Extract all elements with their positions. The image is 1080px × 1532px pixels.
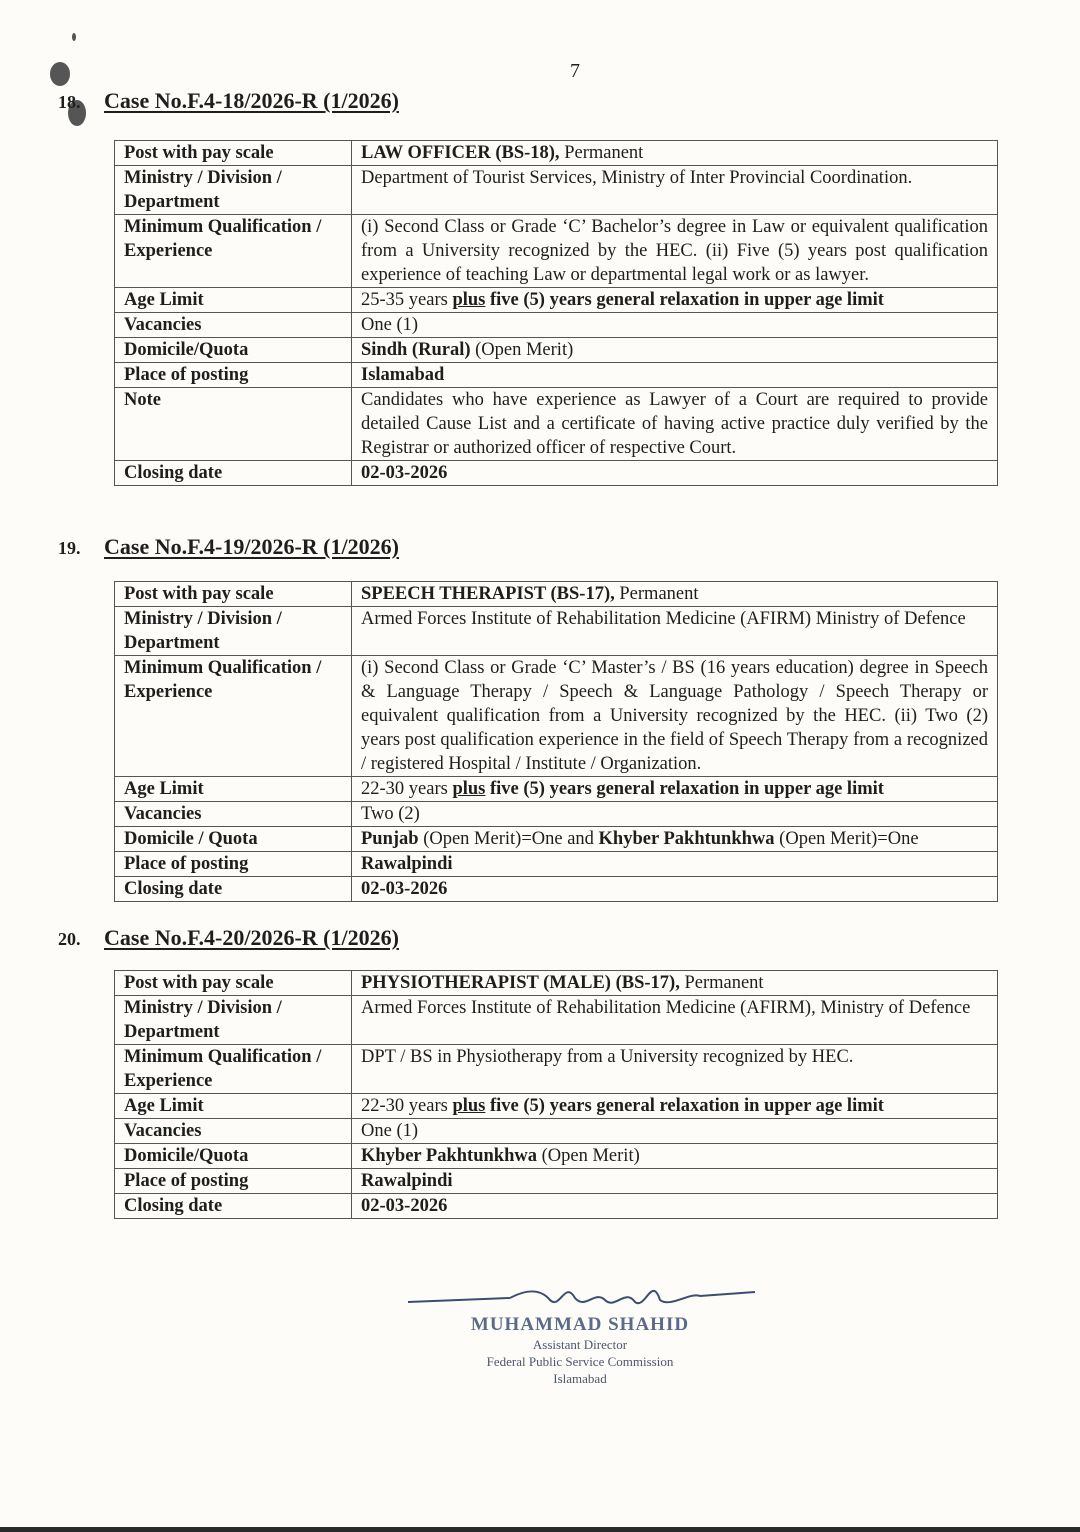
case-title: Case No.F.4-20/2026-R (1/2026) xyxy=(104,925,399,950)
signatory-organization: Federal Public Service Commission xyxy=(486,1354,674,1369)
table-row xyxy=(115,1094,998,1119)
value-text: LAW OFFICER (BS-18), xyxy=(361,143,560,163)
table-row xyxy=(115,388,998,461)
value-text: Department of Tourist Services, Ministry of Inter Provincial Coordination. xyxy=(361,168,913,188)
row-label: Domicile/Quota xyxy=(115,1144,352,1169)
table-row xyxy=(115,1119,998,1144)
value-text: Permanent xyxy=(614,584,699,604)
row-label: Closing date xyxy=(115,1194,352,1219)
row-value xyxy=(352,877,998,902)
row-label: Domicile / Quota xyxy=(115,827,352,852)
signatory-city: Islamabad xyxy=(553,1371,607,1386)
row-label: Age Limit xyxy=(115,777,352,802)
value-text: Two (2) xyxy=(361,804,420,824)
row-label: Domicile/Quota xyxy=(115,338,352,363)
row-value xyxy=(352,1094,998,1119)
value-text: Permanent xyxy=(679,973,764,993)
table-row xyxy=(115,1169,998,1194)
case-heading xyxy=(58,88,399,114)
value-text: (Open Merit) xyxy=(537,1146,640,1166)
row-value xyxy=(352,1119,998,1144)
row-label: Age Limit xyxy=(115,288,352,313)
table-row xyxy=(115,1194,998,1219)
row-label: Note xyxy=(115,388,352,461)
table-row xyxy=(115,827,998,852)
table-row xyxy=(115,141,998,166)
row-value xyxy=(352,388,998,461)
row-value xyxy=(352,338,998,363)
case-title: Case No.F.4-18/2026-R (1/2026) xyxy=(104,88,399,113)
case-number: 19. xyxy=(58,538,81,558)
value-text: One (1) xyxy=(361,315,419,335)
table-row xyxy=(115,215,998,288)
row-label: Vacancies xyxy=(115,313,352,338)
row-label: Ministry / Division / Department xyxy=(115,166,352,215)
row-value xyxy=(352,1169,998,1194)
table-row xyxy=(115,996,998,1045)
value-text: One (1) xyxy=(361,1121,419,1141)
row-value xyxy=(352,461,998,486)
value-text: Islamabad xyxy=(361,365,445,385)
row-value xyxy=(352,363,998,388)
row-value xyxy=(352,1045,998,1094)
signature-block xyxy=(380,1270,780,1387)
row-label: Post with pay scale xyxy=(115,971,352,996)
row-value xyxy=(352,607,998,656)
value-text: PHYSIOTHERAPIST (MALE) (BS-17), xyxy=(361,973,680,993)
value-text: 02-03-2026 xyxy=(361,1196,448,1216)
table-row xyxy=(115,607,998,656)
row-label: Place of posting xyxy=(115,852,352,877)
row-label: Minimum Qualification / Experience xyxy=(115,656,352,777)
row-value xyxy=(352,215,998,288)
table-row xyxy=(115,852,998,877)
table-row xyxy=(115,877,998,902)
row-value xyxy=(352,288,998,313)
value-text: 22-30 years xyxy=(361,779,453,799)
row-label: Ministry / Division / Department xyxy=(115,996,352,1045)
row-value xyxy=(352,1194,998,1219)
table-row xyxy=(115,971,998,996)
case-table xyxy=(114,140,998,486)
row-label: Closing date xyxy=(115,461,352,486)
ink-smudge xyxy=(50,62,70,86)
value-text: 22-30 years xyxy=(361,1096,453,1116)
row-value xyxy=(352,656,998,777)
value-text: (i) Second Class or Grade ‘C’ Bachelor’s degree in Law or equivalent qualification from a University recognized by the HEC. (ii) Five (5) years post qualification experience of teaching Law or departmental legal work or as lawyer. xyxy=(361,217,988,285)
row-value xyxy=(352,1144,998,1169)
case-number: 20. xyxy=(58,929,81,949)
scan-edge xyxy=(0,1527,1080,1532)
row-value xyxy=(352,166,998,215)
value-text: Rawalpindi xyxy=(361,1171,453,1191)
row-value xyxy=(352,802,998,827)
table-row xyxy=(115,313,998,338)
row-label: Vacancies xyxy=(115,1119,352,1144)
row-label: Minimum Qualification / Experience xyxy=(115,1045,352,1094)
value-text: Punjab xyxy=(361,829,419,849)
value-text: Armed Forces Institute of Rehabilitation Medicine (AFIRM) Ministry of Defence xyxy=(361,609,966,629)
row-label: Age Limit xyxy=(115,1094,352,1119)
table-row xyxy=(115,656,998,777)
value-text: Candidates who have experience as Lawyer of a Court are required to provide detailed Cause List and a certificate of having active practice duly verified by the Registrar or authorized officer of respective Court. xyxy=(361,390,988,458)
row-value xyxy=(352,827,998,852)
case-table xyxy=(114,970,998,1219)
row-value xyxy=(352,313,998,338)
value-text: Armed Forces Institute of Rehabilitation Medicine (AFIRM), Ministry of Defence xyxy=(361,998,971,1018)
row-label: Vacancies xyxy=(115,802,352,827)
value-text: Permanent xyxy=(559,143,644,163)
case-heading xyxy=(58,534,399,560)
value-text: (Open Merit)=One xyxy=(774,829,919,849)
table-row xyxy=(115,1045,998,1094)
row-value xyxy=(352,971,998,996)
row-value xyxy=(352,582,998,607)
row-label: Place of posting xyxy=(115,1169,352,1194)
value-text: SPEECH THERAPIST (BS-17), xyxy=(361,584,615,604)
signature-scribble-icon xyxy=(390,1270,770,1320)
row-value xyxy=(352,777,998,802)
table-row xyxy=(115,777,998,802)
row-label: Post with pay scale xyxy=(115,582,352,607)
case-table xyxy=(114,581,998,902)
ink-smudge xyxy=(72,33,76,41)
case-heading xyxy=(58,925,399,951)
row-label: Closing date xyxy=(115,877,352,902)
row-label: Post with pay scale xyxy=(115,141,352,166)
value-text: (Open Merit) xyxy=(470,340,574,360)
row-value xyxy=(352,141,998,166)
case-title: Case No.F.4-19/2026-R (1/2026) xyxy=(104,534,399,559)
page-number: 7 xyxy=(570,60,580,82)
value-text: five (5) years general relaxation in upper age limit xyxy=(485,290,884,310)
signatory-name: MUHAMMAD SHAHID xyxy=(470,1314,690,1335)
value-text: DPT / BS in Physiotherapy from a University recognized by HEC. xyxy=(361,1047,854,1067)
value-text: 02-03-2026 xyxy=(361,879,448,899)
table-row xyxy=(115,582,998,607)
table-row xyxy=(115,166,998,215)
value-text: (i) Second Class or Grade ‘C’ Master’s / BS (16 years education) degree in Speech & Language Therapy / Speech & Language Pathology / Speech Therapy or equivalent qualification from a University recognized by the HEC. (ii) Two (2) years post qualification experience in the field of Speech Therapy from a recognized / registered Hospital / Institute / Organization. xyxy=(361,658,988,774)
value-text: five (5) years general relaxation in upper age limit xyxy=(485,1096,884,1116)
value-text: (Open Merit)=One and xyxy=(418,829,599,849)
value-text: five (5) years general relaxation in upper age limit xyxy=(485,779,884,799)
row-value xyxy=(352,996,998,1045)
table-row xyxy=(115,1144,998,1169)
value-text: 25-35 years xyxy=(361,290,453,310)
value-text: Sindh (Rural) xyxy=(361,340,471,360)
value-text: plus xyxy=(452,290,486,310)
table-row xyxy=(115,338,998,363)
signatory-designation: Assistant Director xyxy=(532,1337,628,1352)
row-value xyxy=(352,852,998,877)
case-number: 18. xyxy=(58,92,81,112)
value-text: plus xyxy=(452,779,486,799)
table-row xyxy=(115,461,998,486)
table-row xyxy=(115,802,998,827)
value-text: 02-03-2026 xyxy=(361,463,448,483)
row-label: Place of posting xyxy=(115,363,352,388)
value-text: Khyber Pakhtunkhwa xyxy=(598,829,775,849)
value-text: plus xyxy=(452,1096,486,1116)
row-label: Ministry / Division / Department xyxy=(115,607,352,656)
value-text: Rawalpindi xyxy=(361,854,453,874)
value-text: Khyber Pakhtunkhwa xyxy=(361,1146,537,1166)
table-row xyxy=(115,288,998,313)
row-label: Minimum Qualification / Experience xyxy=(115,215,352,288)
table-row xyxy=(115,363,998,388)
